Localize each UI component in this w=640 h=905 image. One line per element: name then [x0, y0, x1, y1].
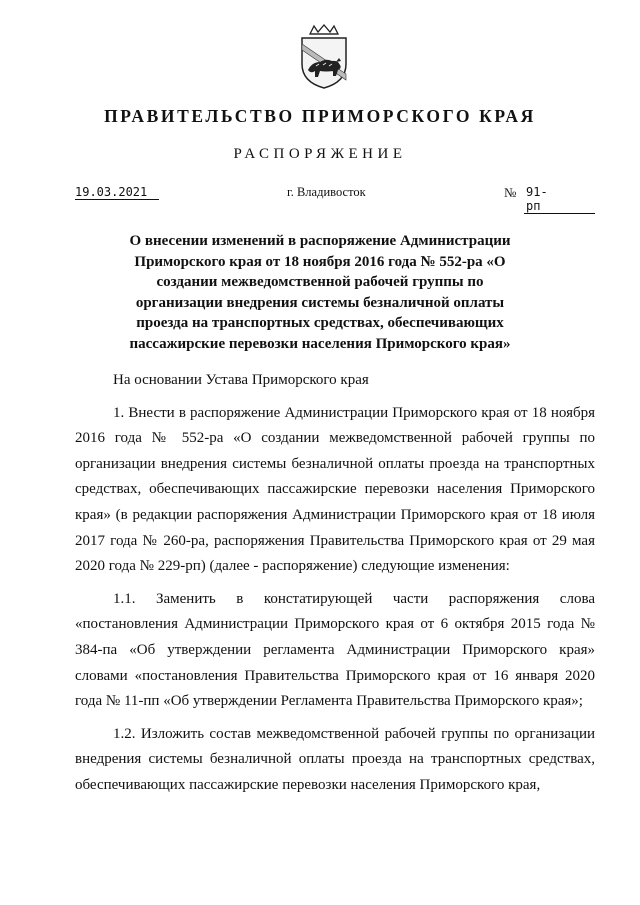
- document-type: РАСПОРЯЖЕНИЕ: [233, 146, 407, 162]
- government-title: ПРАВИТЕЛЬСТВО ПРИМОРСКОГО КРАЯ: [104, 106, 536, 126]
- coat-of-arms-icon: [296, 24, 352, 90]
- document-number-label: №: [504, 185, 517, 200]
- paragraph-1: 1. Внести в распоряжение Администрации Приморского края от 18 ноября 2016 года № 552-ра «О создании межведомственной рабочей группы по организации внедрения системы безналичной оплаты проезда на транспортных средствах, обеспечивающих пассажирские перевозки населения Приморского края» (в редакции распоряжения Администрации Приморского края от 18 июля 2017 года № 260-ра, распоряжения Правительства Приморского края от 29 мая 2020 года № 229-рп) (далее - распоряжение) следующие изменения:: [75, 404, 595, 575]
- document-body: [75, 368, 595, 799]
- paragraph-1-2: 1.2. Изложить состав межведомственной рабочей группы по организации внедрения системы безналичной оплаты проезда на транспортных средствах, обеспечивающих пассажирские перевозки населения Приморского края,: [75, 725, 595, 793]
- document-meta-row: [75, 185, 595, 213]
- document-heading: О внесении изменений в распоряжение Администрации Приморского края от 18 ноября 2016 года № 552-ра «О создании межведомственной рабочей группы по организации внедрения системы безналичной оплаты проезда на транспортных средствах, обеспечивающих пассажирские перевозки населения Приморского края»: [129, 233, 511, 352]
- document-city: г. Владивосток: [287, 185, 366, 199]
- document-date: 19.03.2021: [75, 185, 159, 200]
- document-number: 91-рп: [524, 185, 595, 214]
- paragraph-1-1: 1.1. Заменить в констатирующей части распоряжения слова «постановления Администрации Приморского края от 6 октября 2015 года № 384-па «Об утверждении регламента Администрации Приморского края» словами «постановления Правительства Приморского края от 16 января 2020 года № 11-пп «Об утверждении Регламента Правительства Приморского края»;: [75, 590, 595, 710]
- basis-paragraph: На основании Устава Приморского края: [113, 372, 369, 388]
